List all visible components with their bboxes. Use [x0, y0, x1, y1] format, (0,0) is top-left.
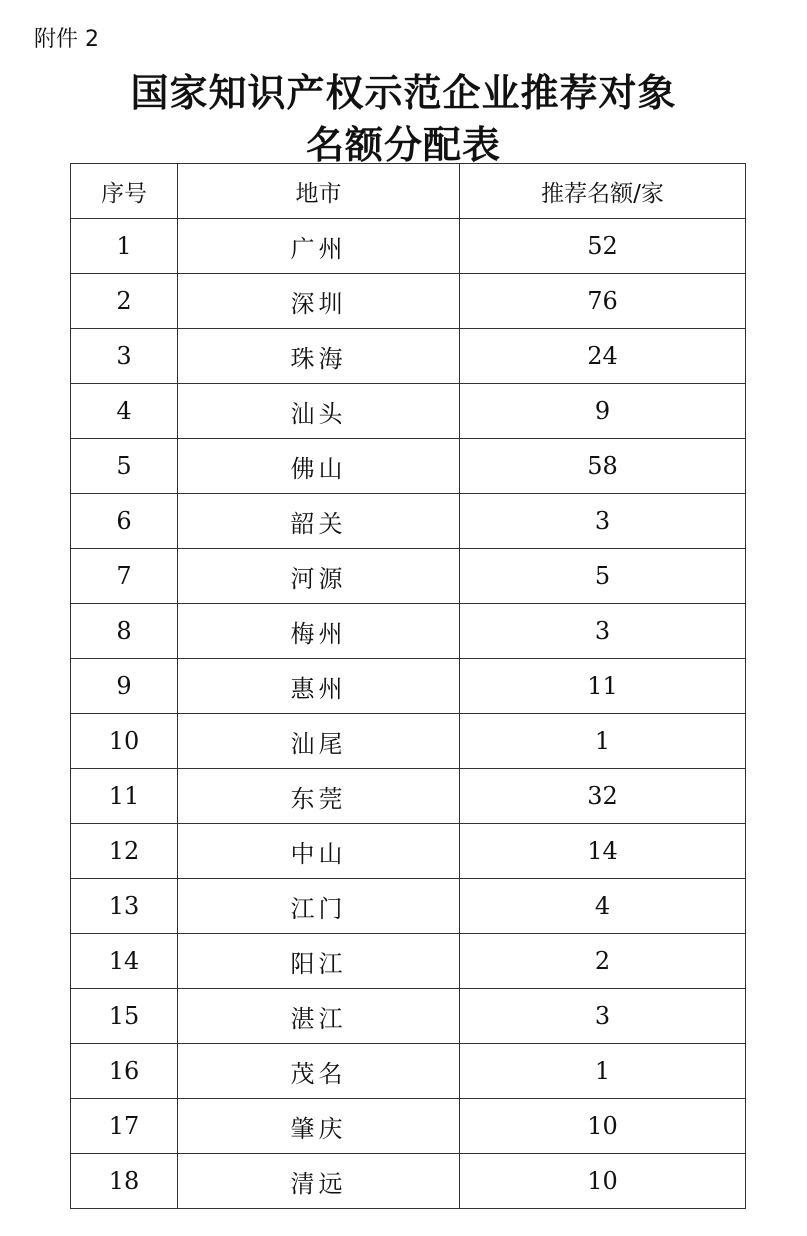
cell-index: 7 [71, 549, 178, 604]
cell-city: 河源 [178, 549, 460, 604]
cell-quota: 14 [460, 824, 746, 879]
cell-quota: 32 [460, 769, 746, 824]
table-row [71, 384, 746, 439]
cell-city: 肇庆 [178, 1099, 460, 1154]
table-row [71, 1044, 746, 1099]
table-row [71, 329, 746, 384]
cell-index: 18 [71, 1154, 178, 1209]
quota-table [70, 163, 746, 1209]
cell-index: 1 [71, 219, 178, 274]
cell-city: 江门 [178, 879, 460, 934]
cell-city: 茂名 [178, 1044, 460, 1099]
cell-city: 深圳 [178, 274, 460, 329]
document-title-line1: 国家知识产权示范企业推荐对象 [130, 70, 677, 115]
cell-quota: 11 [460, 659, 746, 714]
cell-quota: 2 [460, 934, 746, 989]
header-index: 序号 [71, 164, 178, 219]
table-row [71, 1154, 746, 1209]
cell-city: 湛江 [178, 989, 460, 1044]
cell-index: 4 [71, 384, 178, 439]
cell-quota: 3 [460, 604, 746, 659]
table-row [71, 1099, 746, 1154]
cell-index: 3 [71, 329, 178, 384]
cell-city: 东莞 [178, 769, 460, 824]
cell-quota: 9 [460, 384, 746, 439]
table-row [71, 604, 746, 659]
cell-index: 2 [71, 274, 178, 329]
attachment-label: 附件 2 [34, 27, 99, 52]
cell-quota: 24 [460, 329, 746, 384]
cell-quota: 5 [460, 549, 746, 604]
cell-quota: 10 [460, 1099, 746, 1154]
cell-quota: 76 [460, 274, 746, 329]
cell-quota: 3 [460, 494, 746, 549]
cell-index: 6 [71, 494, 178, 549]
cell-index: 17 [71, 1099, 178, 1154]
table-row [71, 494, 746, 549]
table-row [71, 549, 746, 604]
table-row [71, 879, 746, 934]
cell-quota: 52 [460, 219, 746, 274]
cell-quota: 1 [460, 714, 746, 769]
header-city: 地市 [178, 164, 460, 219]
table-row [71, 989, 746, 1044]
cell-index: 14 [71, 934, 178, 989]
table-row [71, 439, 746, 494]
cell-quota: 3 [460, 989, 746, 1044]
document-title-line2: 名额分配表 [305, 122, 501, 167]
cell-city: 阳江 [178, 934, 460, 989]
cell-index: 11 [71, 769, 178, 824]
cell-quota: 4 [460, 879, 746, 934]
cell-city: 梅州 [178, 604, 460, 659]
table-header-row [71, 164, 746, 219]
cell-city: 佛山 [178, 439, 460, 494]
table-row [71, 219, 746, 274]
cell-index: 16 [71, 1044, 178, 1099]
cell-index: 13 [71, 879, 178, 934]
cell-city: 韶关 [178, 494, 460, 549]
cell-index: 12 [71, 824, 178, 879]
table-row [71, 274, 746, 329]
cell-city: 惠州 [178, 659, 460, 714]
cell-quota: 10 [460, 1154, 746, 1209]
cell-index: 15 [71, 989, 178, 1044]
cell-index: 5 [71, 439, 178, 494]
cell-city: 中山 [178, 824, 460, 879]
cell-quota: 58 [460, 439, 746, 494]
table-row [71, 824, 746, 879]
cell-index: 8 [71, 604, 178, 659]
header-quota: 推荐名额/家 [460, 164, 746, 219]
cell-index: 10 [71, 714, 178, 769]
table-row [71, 659, 746, 714]
table-row [71, 934, 746, 989]
cell-quota: 1 [460, 1044, 746, 1099]
cell-city: 珠海 [178, 329, 460, 384]
cell-city: 广州 [178, 219, 460, 274]
cell-city: 清远 [178, 1154, 460, 1209]
table-row [71, 769, 746, 824]
cell-index: 9 [71, 659, 178, 714]
cell-city: 汕头 [178, 384, 460, 439]
table-row [71, 714, 746, 769]
cell-city: 汕尾 [178, 714, 460, 769]
